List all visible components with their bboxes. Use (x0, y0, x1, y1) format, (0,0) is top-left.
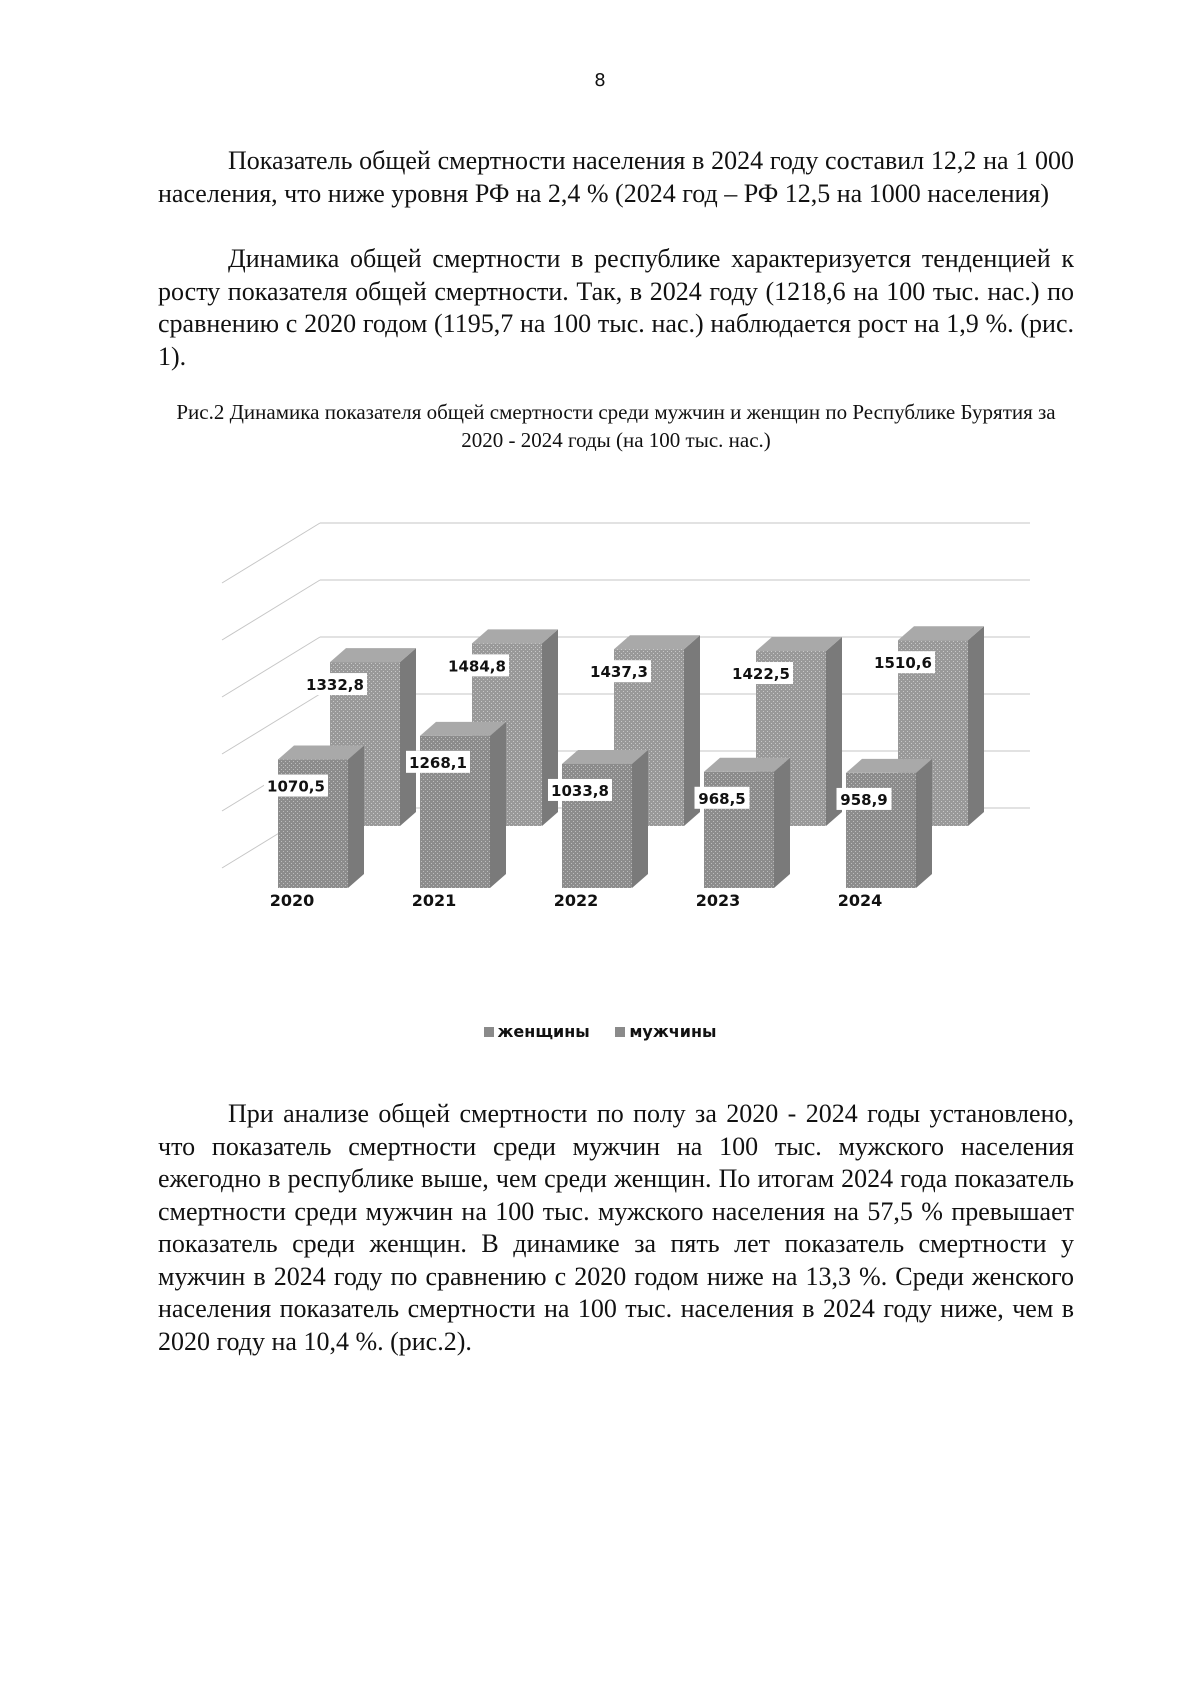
bar-women-2022-side (632, 750, 648, 888)
legend-item-women (484, 1022, 590, 1041)
bar-women-2023-side (774, 758, 790, 888)
data-label-women-2021 (406, 751, 470, 773)
bar-men-2024-side (968, 626, 984, 826)
data-label-men-2024-text: 1510,6 (874, 654, 932, 673)
data-label-men-2022-text: 1437,3 (590, 663, 648, 682)
figure-caption: Рис.2 Динамика показателя общей смертности среди мужчин и женщин по Республике Бурятия за 2020 - 2024 годы (на 100 тыс. нас.) (176, 400, 1056, 452)
bar-women-2020-side (348, 746, 364, 888)
legend-item-men (615, 1022, 716, 1041)
paragraph-mortality-rate: Показатель общей смертности населения в 2024 году составил 12,2 на 1 000 населения, что ниже уровня РФ на 2,4 % (2024 год – РФ 12,5 на 1000 населения) (158, 146, 1074, 208)
data-label-women-2022-text: 1033,8 (551, 781, 609, 800)
data-label-men-2023-text: 1422,5 (732, 665, 790, 684)
data-label-men-2024 (871, 651, 935, 673)
data-label-women-2023 (695, 787, 750, 809)
grid-line-side (222, 523, 320, 583)
data-label-women-2024 (837, 788, 892, 810)
x-tick-label-2023: 2023 (695, 891, 741, 910)
paragraph-gender-analysis: При анализе общей смертности по полу за 2020 - 2024 годы установлено, что показатель смертности среди мужчин на 100 тыс. мужского населения ежегодно в республике выше, чем среди женщин. По итогам 2024 года показатель смертности среди мужчин на 100 тыс. мужского населения на 57,5 % превышает показатель среди женщин. В динамике за пять лет показатель смертности у мужчин в 2024 году по сравнению с 2020 годом ниже на 13,3 %. Среди женского населения показатель смертности на 100 тыс. населения в 2024 году ниже, чем в 2020 году на 10,4 %. (рис.2). (158, 1099, 1074, 1356)
data-label-women-2023-text: 968,5 (698, 789, 746, 808)
data-label-women-2024-text: 958,9 (840, 790, 888, 809)
data-label-men-2021 (445, 654, 509, 676)
data-label-women-2020 (264, 775, 328, 797)
x-tick-label-2022: 2022 (553, 891, 599, 910)
bar-women-2024-side (916, 759, 932, 888)
data-label-women-2022 (548, 779, 612, 801)
legend-swatch-men (615, 1027, 625, 1037)
legend-label-women: женщины (497, 1022, 590, 1041)
data-label-men-2022 (587, 660, 651, 682)
data-label-men-2020 (303, 673, 367, 695)
data-label-men-2020-text: 1332,8 (306, 676, 364, 695)
chart-legend (0, 1022, 1200, 1041)
x-tick-label-2020: 2020 (269, 891, 315, 910)
legend-label-men: мужчины (629, 1022, 717, 1041)
data-label-women-2021-text: 1268,1 (409, 753, 467, 772)
legend-swatch-women (484, 1027, 494, 1037)
paragraph-mortality-dynamics: Динамика общей смертности в республике характеризуется тенденцией к росту показателя общей смертности. Так, в 2024 году (1218,6 на 100 тыс. нас.) по сравнению с 2020 годом (1195,7 на 100 тыс. нас.) наблюдается рост на 1,9 %. (рис. 1). (158, 244, 1074, 371)
data-label-men-2021-text: 1484,8 (448, 657, 506, 676)
data-label-women-2020-text: 1070,5 (267, 777, 325, 796)
x-tick-label-2021: 2021 (411, 891, 457, 910)
data-label-men-2023 (729, 662, 793, 684)
bar-men-2020-side (400, 648, 416, 826)
grid-line-side (222, 580, 320, 640)
page-number: 8 (594, 70, 606, 91)
grid-line-side (222, 694, 320, 754)
x-tick-label-2024: 2024 (837, 891, 883, 910)
bar-women-2021-side (490, 722, 506, 888)
